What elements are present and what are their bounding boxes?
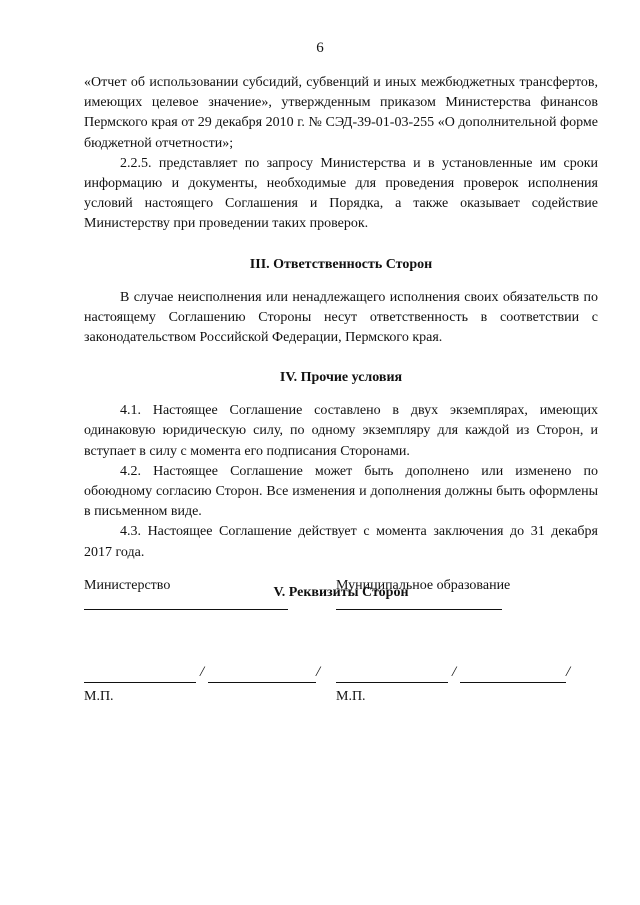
document-body: [84, 73, 598, 616]
signature-separator: /: [316, 664, 321, 680]
signature-separator: /: [200, 664, 205, 680]
paragraph-4-1: 4.1. Настоящее Соглашение составлено в двух экземплярах, имеющих одинаковую юридическую силу, по одному экземпляру для каждой из Сторон, и вступает в силу с момента его подписания Сторонами.: [84, 403, 598, 459]
municipality-name-line: [336, 609, 502, 610]
stamp-label-ministry: М.П.: [84, 689, 114, 704]
paragraph-report-reference: «Отчет об использовании субсидий, субвенций и иных межбюджетных трансфертов, имеющих целевое значение», утвержденным приказом Министерства финансов Пермского края от 29 декабря 2010 г. № СЭД-39-01-03-255 «О дополнительной форме бюджетной отчетности»;: [84, 75, 598, 151]
section-heading-other-terms: IV. Прочие условия: [279, 370, 403, 386]
municipality-signature-line: [336, 666, 576, 684]
party-label-ministry: Министерство: [84, 578, 171, 593]
signature-separator: /: [566, 664, 571, 680]
party-label-municipality: Муниципальное образование: [336, 578, 511, 593]
signature-separator: /: [452, 664, 457, 680]
section-heading-requisites: V. Реквизиты Сторон: [273, 584, 409, 600]
ministry-signature-line: [84, 666, 324, 684]
paragraph-2-2-5: 2.2.5. представляет по запросу Министерства и в установленные им сроки информацию и документы, необходимые для проведения проверок исполнения условий настоящего Соглашения и Порядка, а также оказывает содействие Министерству при проведении таких проверок.: [84, 155, 598, 232]
ministry-name-line: [84, 609, 288, 610]
section-heading-responsibility: III. Ответственность Сторон: [249, 256, 433, 272]
stamp-label-municipality: М.П.: [336, 689, 366, 704]
paragraph-responsibility: В случае неисполнения или ненадлежащего исполнения своих обязательств по настоящему Соглашению Стороны несут ответственность в соответствии с законодательством Российской Федерации, Пермского края.: [84, 289, 598, 346]
paragraph-4-3: 4.3. Настоящее Соглашение действует с момента заключения до 31 декабря 2017 года.: [84, 524, 598, 560]
paragraph-4-2: 4.2. Настоящее Соглашение может быть дополнено или изменено по обоюдному согласию Сторон. Все изменения и дополнения должны быть оформлены в письменном виде.: [84, 463, 598, 520]
page-number: 6: [316, 40, 324, 56]
signature-column-ministry: [84, 576, 321, 704]
